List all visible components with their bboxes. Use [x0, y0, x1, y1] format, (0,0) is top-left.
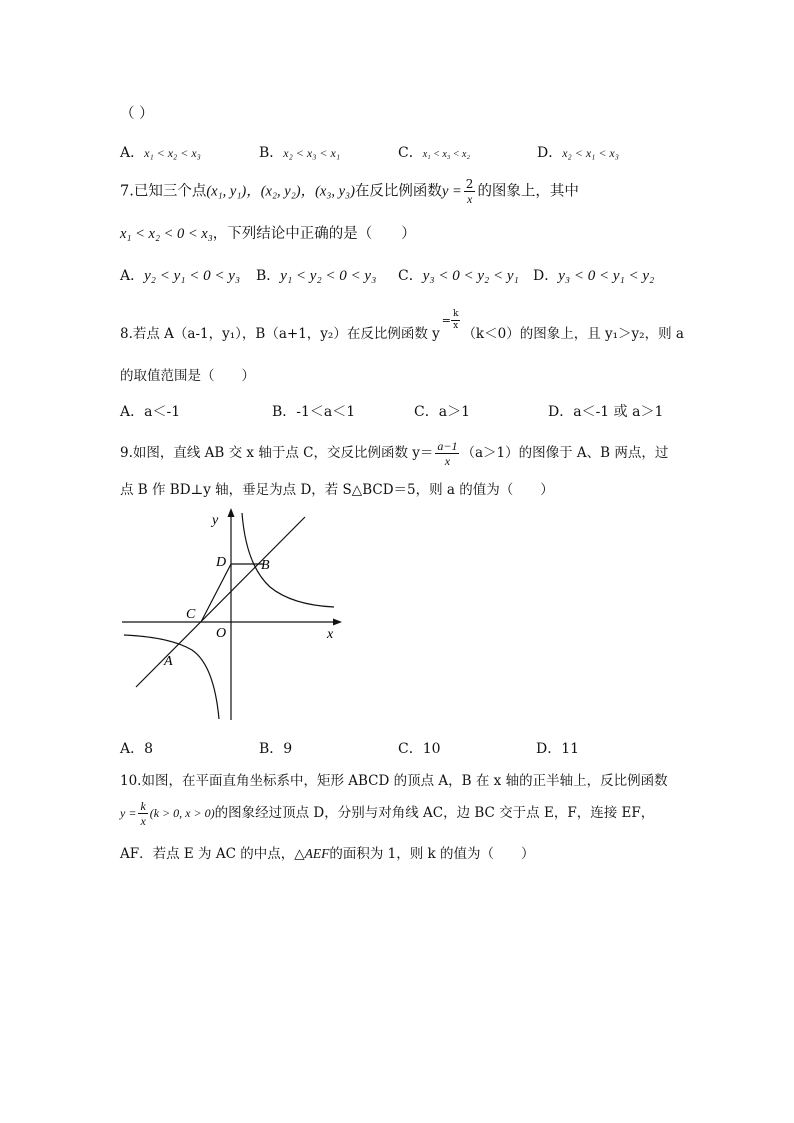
- q10-line2-suffix: 的图象经过顶点 D，分别与对角线 AC，边 BC 交于点 E，F，连接 EF，: [214, 805, 655, 821]
- q10-condition: (k > 0, x > 0): [149, 806, 215, 820]
- option-letter: C．: [398, 268, 423, 284]
- option-expr: a＜-1: [144, 404, 181, 420]
- option-letter: C．: [414, 404, 439, 420]
- label-x: x: [327, 627, 334, 642]
- q9-stem-line1: [120, 440, 668, 467]
- q7-mid: 在反比例函数: [354, 183, 442, 200]
- option-letter: A．: [120, 741, 145, 757]
- q8-prefix: 8.若点 A（a-1，y₁），B（a+1，y₂）在反比例函数 y: [120, 326, 440, 342]
- fraction-denominator: x: [444, 454, 451, 468]
- label-o: O: [216, 626, 227, 641]
- q8-eq: =: [441, 314, 451, 327]
- fraction-denominator: x: [466, 192, 473, 206]
- hyperbola-branch-q3: [124, 635, 219, 719]
- q7-option-a[interactable]: [120, 265, 240, 285]
- q8-option-d[interactable]: [548, 401, 663, 421]
- option-expr: x₁ < x₂ < x₃: [144, 146, 201, 160]
- q7-suffix: 的图象上，其中: [477, 183, 579, 200]
- q9-prefix: 9.如图，直线 AB 交 x 轴于点 C，交反比例函数 y＝: [120, 445, 434, 461]
- fraction-numerator: 2: [465, 177, 474, 191]
- q9-fraction: [435, 440, 459, 467]
- option-letter: D．: [533, 268, 559, 284]
- option-expr: y₃ < 0 < y₂ < y₁: [422, 268, 519, 284]
- option-letter: A．: [120, 145, 145, 161]
- label-b: B: [261, 558, 270, 573]
- option-expr: x₁ < x₃ < x₂: [422, 149, 470, 160]
- q7-stem-line2: [120, 222, 416, 243]
- option-expr: y₂ < y₁ < 0 < y₃: [144, 268, 241, 284]
- q7-option-d[interactable]: [533, 265, 654, 285]
- option-letter: B．: [259, 145, 284, 161]
- x-axis-arrow-icon: [333, 619, 342, 626]
- q10-fraction: [138, 800, 147, 827]
- fraction-numerator: k: [452, 309, 459, 319]
- option-letter: B．: [259, 741, 284, 757]
- option-letter: C．: [398, 741, 423, 757]
- q10-stem-line2: [120, 800, 654, 827]
- q10-line3-prefix: AF．若点 E 为 AC 的中点，: [120, 846, 295, 862]
- option-expr: 8: [144, 741, 154, 757]
- q8-option-c[interactable]: [414, 401, 470, 421]
- fraction-numerator: k: [140, 799, 146, 813]
- q9-option-b[interactable]: [259, 738, 292, 758]
- label-d: D: [216, 555, 227, 570]
- q9-option-c[interactable]: [398, 738, 441, 758]
- q10-func-lhs: y =: [120, 806, 137, 820]
- option-expr: x₂ < x₁ < x₃: [562, 146, 619, 160]
- q8-suffix: （k＜0）的图象上，且 y₁＞y₂，则 a: [462, 326, 684, 342]
- q6-option-b[interactable]: [259, 142, 340, 162]
- q7-fraction: [464, 178, 476, 205]
- option-letter: D．: [537, 145, 563, 161]
- option-expr: y₃ < 0 < y₁ < y₂: [558, 268, 655, 284]
- y-axis-arrow-icon: [228, 508, 235, 517]
- q10-stem-line1: 10.如图，在平面直角坐标系中，矩形 ABCD 的顶点 A，B 在 x 轴的正半轴上，反比例函数: [120, 773, 668, 789]
- q7-condition-text: ，下列结论中正确的是（ ）: [212, 226, 416, 242]
- label-c: C: [186, 607, 196, 622]
- option-letter: D．: [548, 404, 574, 420]
- option-expr: a＞1: [438, 404, 470, 420]
- label-y: y: [212, 513, 219, 528]
- q7-func-lhs: y =: [441, 183, 462, 200]
- q8-stem-line2: 的取值范围是（ ）: [120, 368, 255, 384]
- line-ab: [136, 517, 305, 687]
- fraction-numerator: a−1: [437, 439, 458, 453]
- q8-option-b[interactable]: [272, 401, 355, 421]
- q8-fraction: [442, 310, 461, 331]
- option-letter: D．: [536, 741, 562, 757]
- q8-option-a[interactable]: [120, 401, 180, 421]
- q9-suffix: （a＞1）的图像于 A、B 两点，过: [461, 445, 669, 461]
- option-expr: 9: [283, 741, 293, 757]
- option-expr: 11: [561, 741, 580, 757]
- q9-stem-line2: 点 B 作 BD⊥y 轴，垂足为点 D，若 S△BCD＝5，则 a 的值为（ ）: [120, 482, 554, 498]
- q7-condition-math: x₁ < x₂ < 0 < x₃: [120, 226, 213, 242]
- q6-option-c[interactable]: [398, 142, 470, 162]
- option-letter: A．: [120, 268, 145, 284]
- q7-option-b[interactable]: [256, 265, 376, 285]
- q9-option-a[interactable]: [120, 738, 153, 758]
- q10-line3-suffix: 的面积为 1，则 k 的值为（ ）: [329, 846, 535, 862]
- q6-option-d[interactable]: [537, 142, 619, 162]
- q7-prefix: 7.已知三个点: [120, 183, 207, 200]
- q6-answer-bracket: （ ）: [120, 106, 154, 122]
- q7-points: (x₁, y₁)，(x₂, y₂)，(x₃, y₃): [206, 183, 355, 200]
- fraction-denominator: x: [140, 814, 146, 828]
- q10-stem-line3: [120, 842, 535, 862]
- option-letter: B．: [272, 404, 297, 420]
- q6-option-a[interactable]: [120, 142, 201, 162]
- q7-option-c[interactable]: [398, 265, 519, 285]
- q9-option-d[interactable]: [536, 738, 579, 758]
- q10-triangle: △AEF: [294, 846, 330, 861]
- option-letter: A．: [120, 404, 145, 420]
- option-letter: B．: [256, 268, 281, 284]
- option-letter: C．: [398, 145, 423, 161]
- option-expr: y₁ < y₂ < 0 < y₃: [280, 268, 377, 284]
- option-expr: -1＜a＜1: [296, 404, 356, 420]
- fraction-denominator: x: [453, 321, 459, 331]
- q9-figure: [120, 505, 350, 725]
- q7-stem-line1: [120, 178, 579, 205]
- option-expr: x₂ < x₃ < x₁: [283, 146, 340, 160]
- q8-stem-line1: [120, 309, 684, 345]
- segment-dc: [201, 564, 231, 622]
- hyperbola-branch-q1: [242, 513, 334, 607]
- label-a: A: [164, 654, 173, 669]
- option-expr: 10: [422, 741, 441, 757]
- option-expr: a＜-1 或 a＞1: [573, 404, 664, 420]
